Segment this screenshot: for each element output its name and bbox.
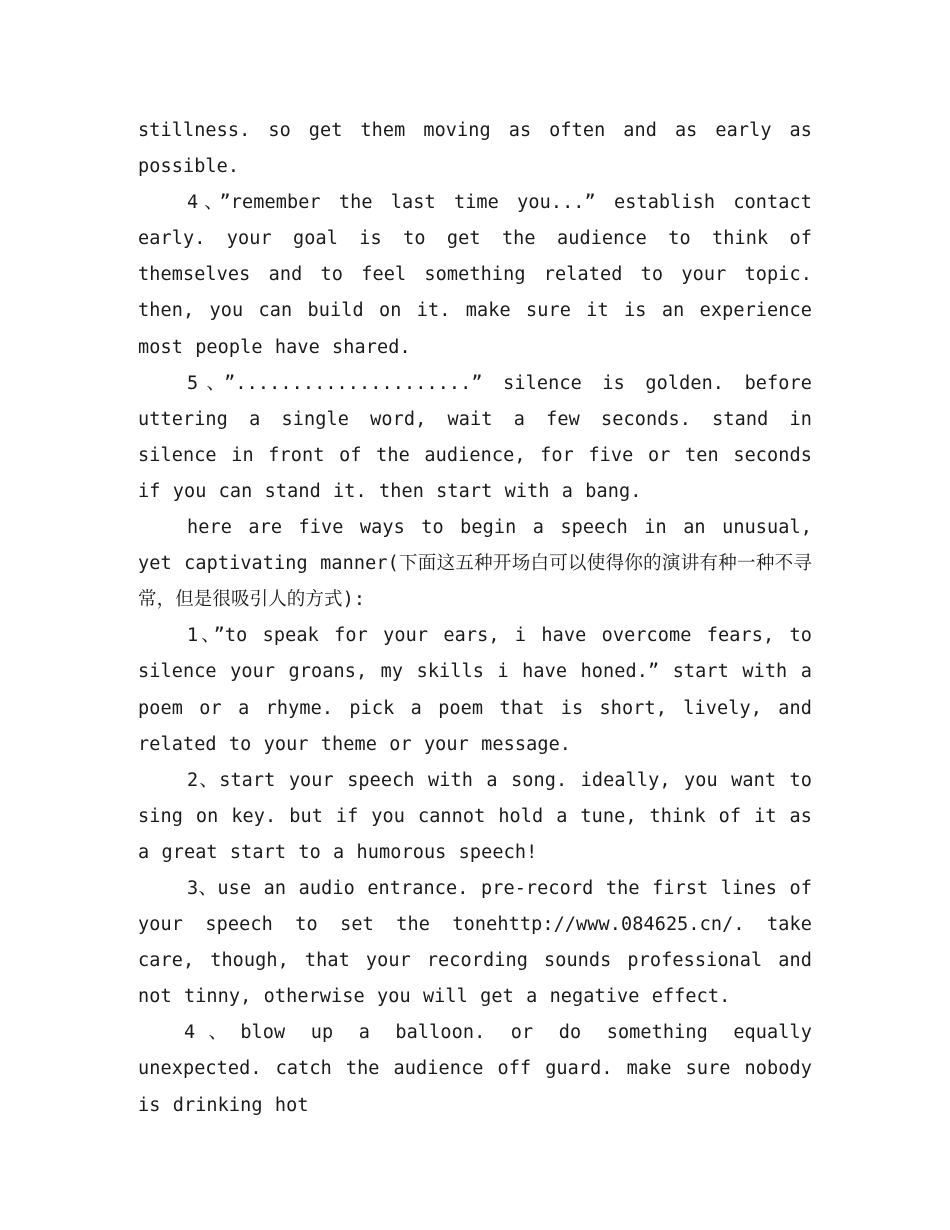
paragraph-continuation: stillness. so get them moving as often and as early as possible. (138, 120, 812, 178)
document-body (138, 113, 812, 1124)
paragraph-way-3: 3、use an audio entrance. pre-record the first lines of your speech to set the tonehttp://www.084625.cn/. take care, though, that your recording sounds professional and not tinny, otherwise you will get a negative effect. (138, 877, 812, 1008)
paragraph-tip-4: 4、”remember the last time you...” establish contact early. your goal is to get the audience to think of themselves and to feel something related to your topic. then, you can build on it. make sure it is an experience most people have shared. (138, 192, 812, 358)
paragraph-way-2: 2、start your speech with a song. ideally, you want to sing on key. but if you cannot hold a tune, think of it as a great start to a humorous speech! (138, 769, 812, 863)
paragraph-intro-five-ways: here are five ways to begin a speech in an unusual, yet captivating manner(下面这五种开场白可以使得你的演讲有种一种不寻常，但是很吸引人的方式): (138, 517, 812, 611)
paragraph-tip-5: 5、”.....................” silence is golden. before uttering a single word, wait a few seconds. stand in silence in front of the audience, for five or ten seconds if you can stand it. then start with a bang. (138, 372, 812, 502)
paragraph-way-4: 4、blow up a balloon. or do something equally unexpected. catch the audience off guard. make sure nobody is drinking hot (138, 1022, 812, 1116)
paragraph-way-1: 1、”to speak for your ears, i have overcome fears, to silence your groans, my skills i have honed.” start with a poem or a rhyme. pick a poem that is short, lively, and related to your theme or your message. (138, 625, 812, 755)
